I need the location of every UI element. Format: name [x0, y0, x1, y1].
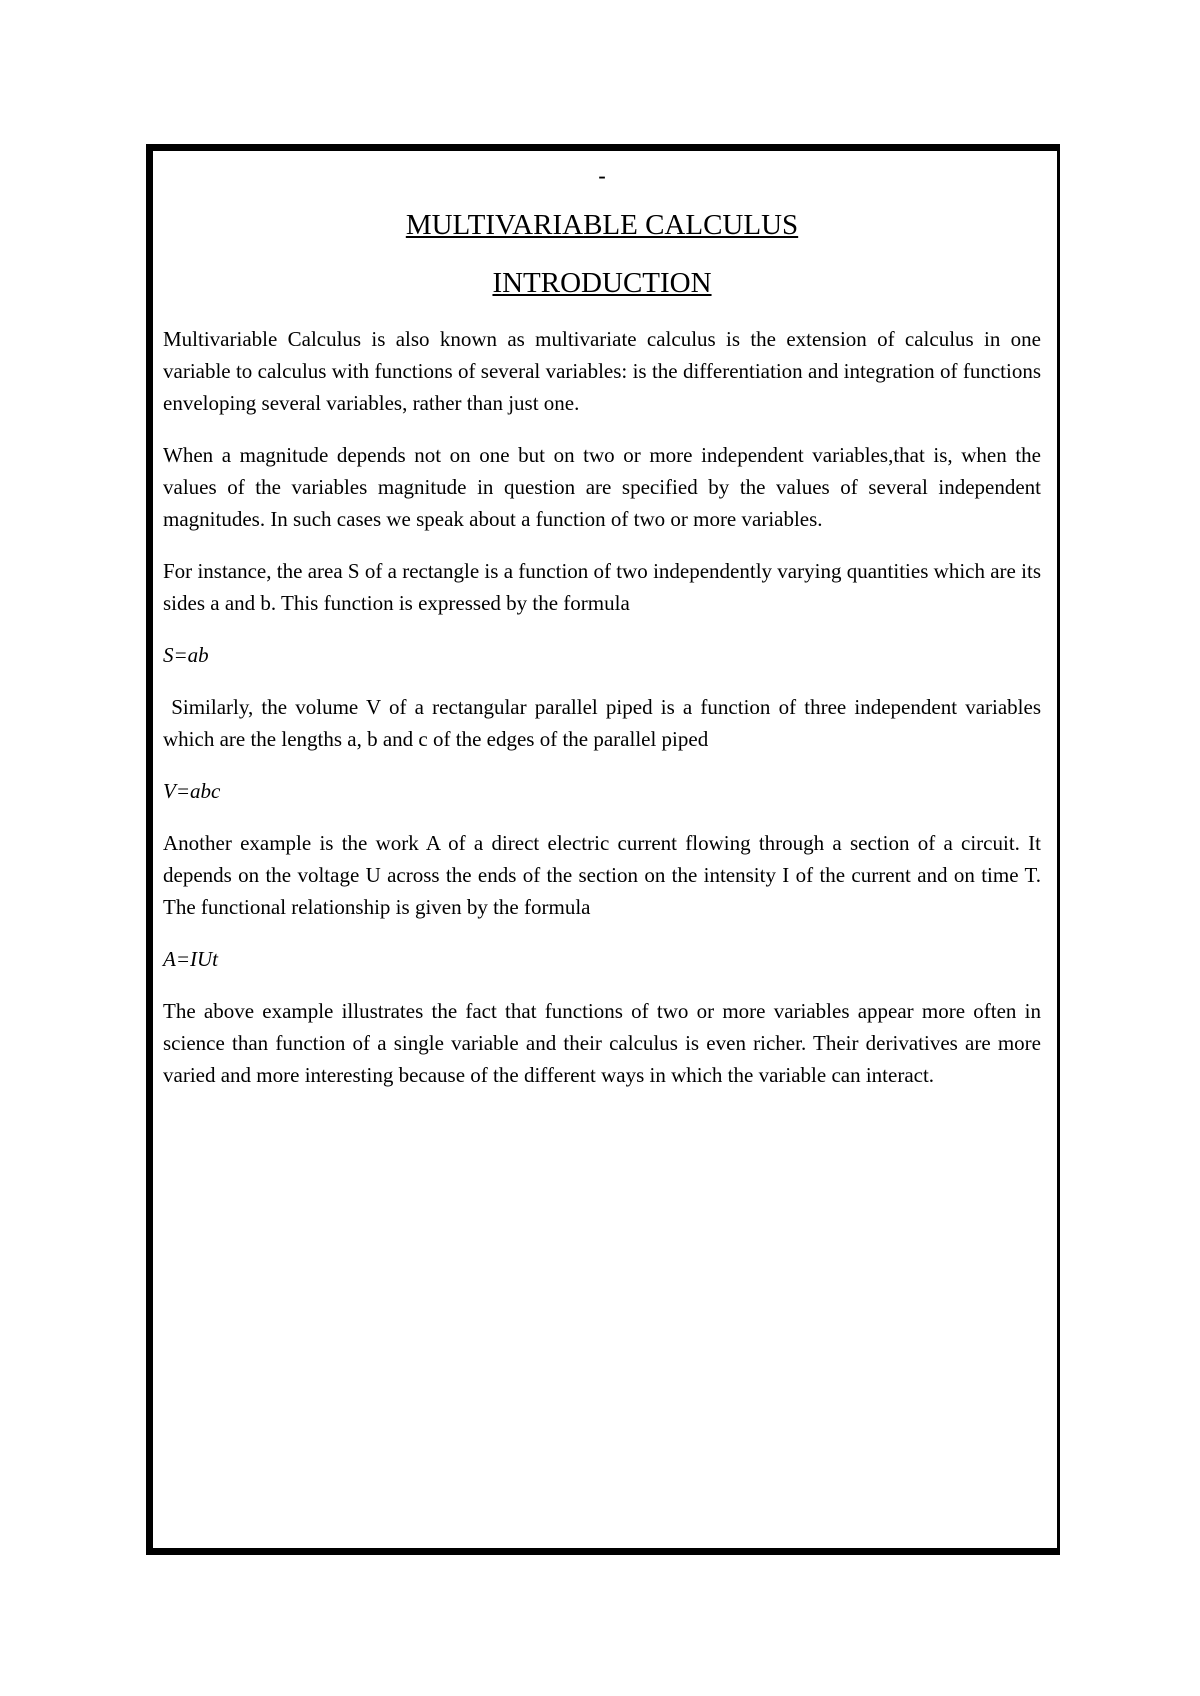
section-heading: INTRODUCTION [492, 267, 712, 299]
paragraph-volume-example: Similarly, the volume V of a rectangular parallel piped is a function of three independent variables which are the lengths a, b and c of the edges of the parallel piped [163, 695, 1047, 751]
document-title: MULTIVARIABLE CALCULUS [405, 209, 799, 241]
paragraph-rectangle-example: For instance, the area S of a rectangle is a function of two independently varying quantities which are its sides a and b. This function is expressed by the formula [163, 559, 1041, 615]
paragraph-work-example: Another example is the work A of a direct electric current flowing through a section of a circuit. It depends on the voltage U across the ends of the section on the intensity I of the current and on time T. The functional relationship is given by the formula [163, 831, 1041, 919]
top-mark: - [598, 163, 606, 188]
formula-area: S=ab [163, 643, 209, 667]
formula-work: A=IUt [163, 947, 218, 971]
paragraph-conclusion: The above example illustrates the fact that functions of two or more variables appear more often in science than function of a single variable and their calculus is even richer. Their derivatives are more varied and more interesting because of the different ways in which the variable can interact. [163, 999, 1041, 1087]
document-body [163, 163, 1047, 1111]
paragraph-intro: Multivariable Calculus is also known as multivariate calculus is the extension of calculus in one variable to calculus with functions of several variables: is the differentiation and integration of functions enveloping several variables, rather than just one. [163, 327, 1041, 415]
paragraph-magnitude: When a magnitude depends not on one but on two or more independent variables,that is, when the values of the variables magnitude in question are specified by the values of several independent magnitudes. In such cases we speak about a function of two or more variables. [163, 443, 1041, 531]
formula-volume: V=abc [163, 779, 221, 803]
